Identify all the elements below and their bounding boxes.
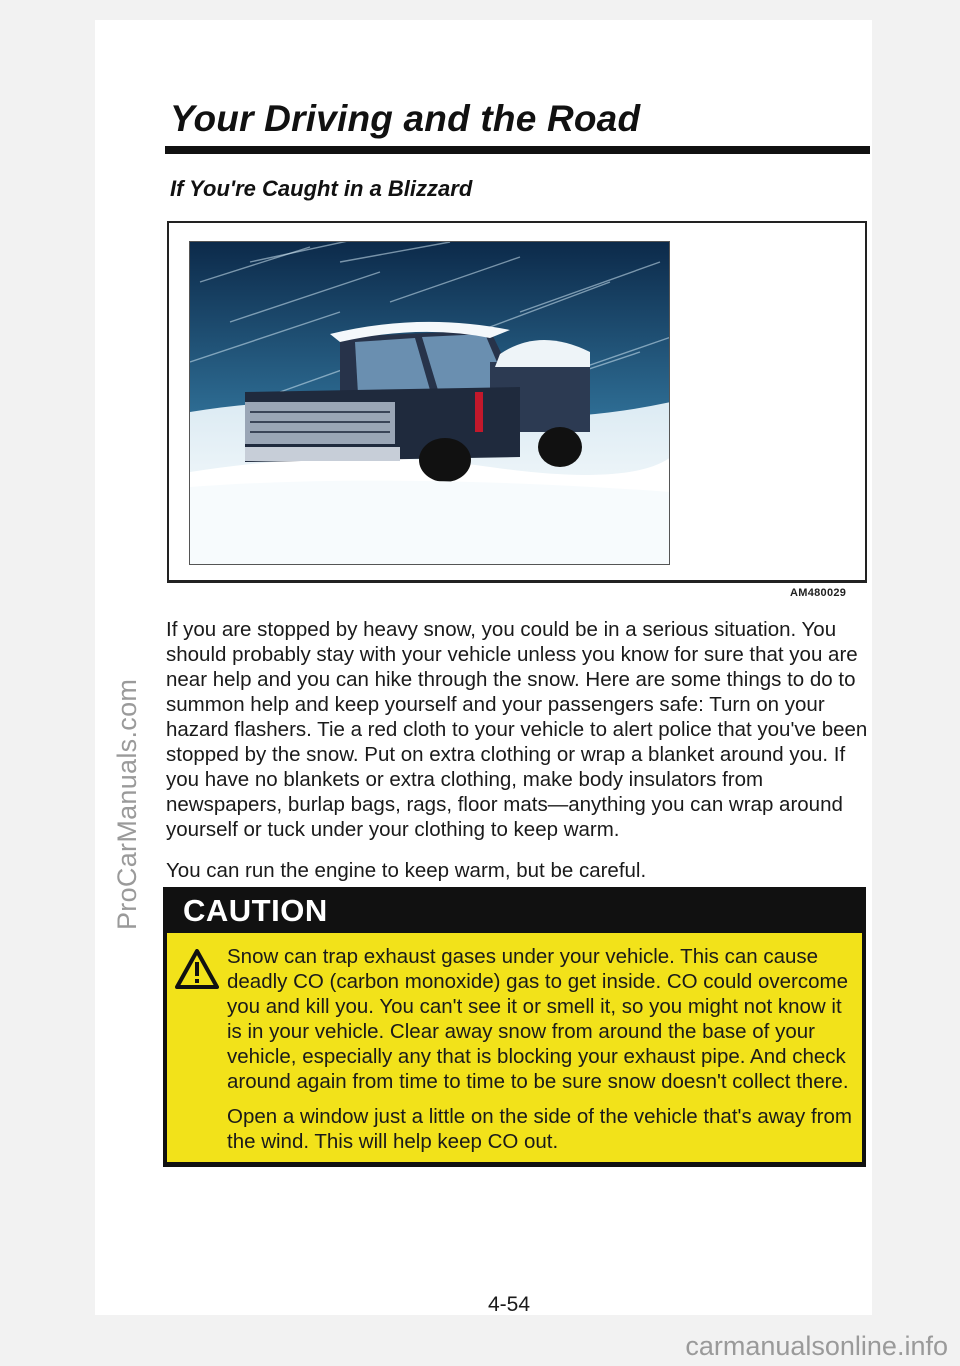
warning-triangle-icon: [175, 949, 219, 989]
body-paragraph: You can run the engine to keep warm, but be careful.: [166, 859, 647, 882]
section-heading: If You're Caught in a Blizzard: [170, 176, 473, 201]
caution-paragraph: Snow can trap exhaust gases under your vehicle. This can cause deadly CO (carbon monoxide) gas to get inside. CO could overcome you and kill you. You can't see it or smell it, so you might not know it is in your vehicle. Clear away snow from around the base of your vehicle, especially any that is blocking your exhaust pipe. And check around again from time to time to be sure snow doesn't collect there.: [227, 945, 849, 1093]
caution-header: [167, 887, 862, 933]
title-rule: [165, 146, 870, 154]
bottom-watermark: carmanualsonline.info: [685, 1331, 948, 1361]
page-number: 4-54: [488, 1293, 531, 1316]
figure-id: AM480029: [790, 587, 847, 599]
caution-title: CAUTION: [183, 893, 328, 928]
chapter-title: Your Driving and the Road: [170, 98, 641, 139]
caution-box: [163, 887, 866, 1167]
side-watermark: ProCarManuals.com: [112, 678, 142, 930]
blizzard-truck-illustration: [189, 241, 670, 565]
body-paragraph: If you are stopped by heavy snow, you could be in a serious situation. You should probably stay with your vehicle unless you know for sure that you are near help and you can hike through the snow. Here are some things to do to summon help and keep yourself and your passengers safe: Turn on your hazard flashers. Tie a red cloth to your vehicle to alert police that you've been stopped by the snow. Put on extra clothing or wrap a blanket around you. If you have no blankets or extra clothing, make body insulators from newspapers, burlap bags, rags, floor mats—anything you can wrap around yourself or tuck under your clothing to keep warm.: [166, 618, 868, 841]
caution-paragraph: Open a window just a little on the side of the vehicle that's away from the wind. This will help keep CO out.: [227, 1105, 852, 1153]
